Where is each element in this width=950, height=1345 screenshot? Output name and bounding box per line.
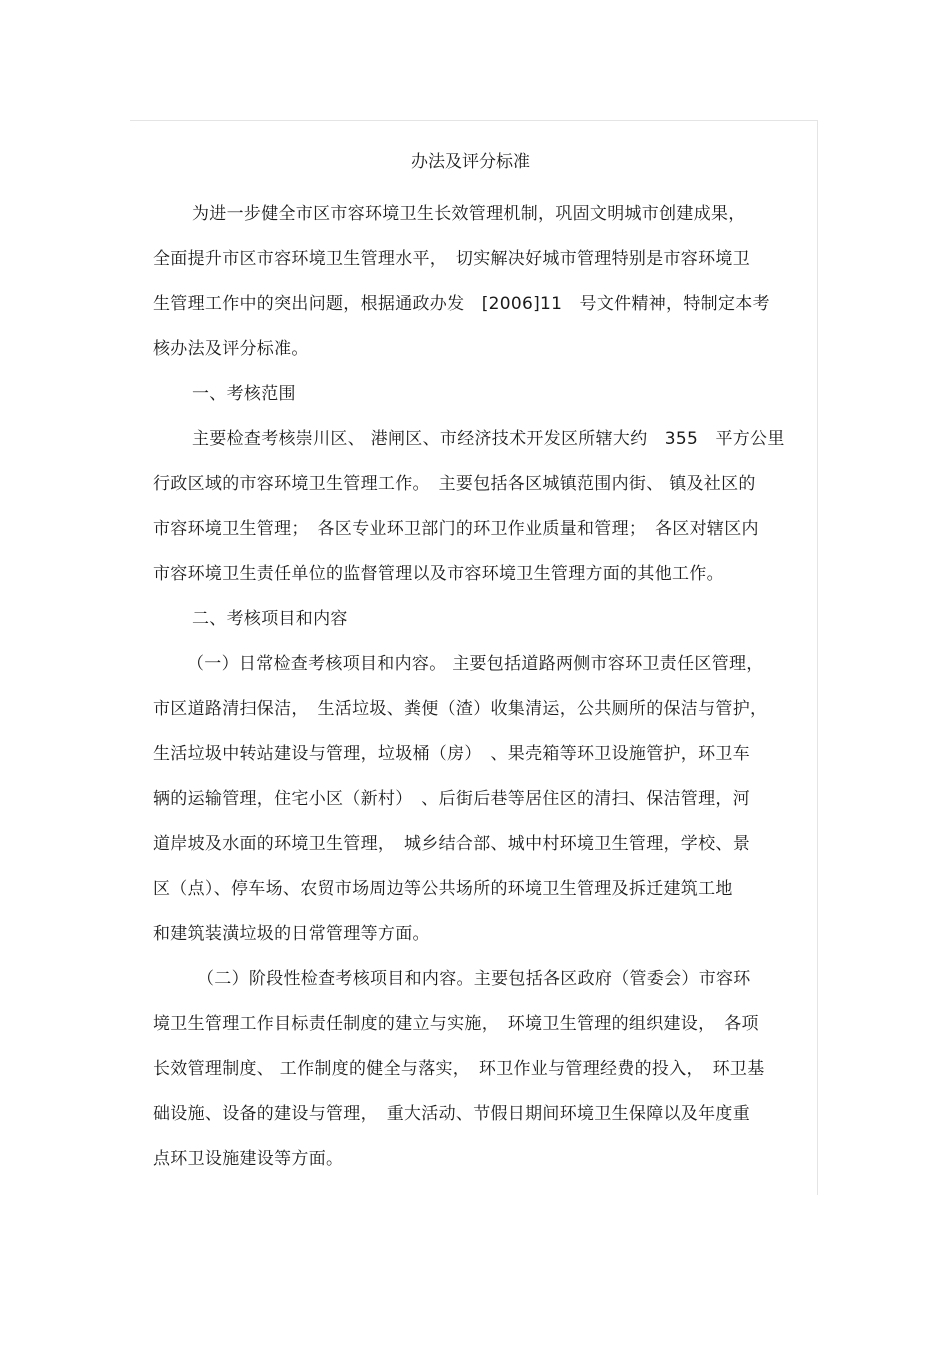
document-body <box>153 148 798 1182</box>
text-line: 市容环境卫生管理； 各区专业环卫部门的环卫作业质量和管理； 各区对辖区内 <box>153 519 759 539</box>
text-line: 和建筑装潢垃圾的日常管理等方面。 <box>153 924 430 944</box>
section-heading-items: 二、考核项目和内容 <box>192 609 348 629</box>
document-title: 办法及评分标准 <box>411 152 530 172</box>
text-line: 市区道路清扫保洁， 生活垃圾、粪便（渣）收集清运，公共厕所的保洁与管护， <box>153 699 768 719</box>
text-line: 生管理工作中的突出问题，根据通政办发 [2006]11 号文件精神，特制定本考 <box>153 294 770 314</box>
paragraph-daily-check <box>153 642 798 957</box>
paragraph-scope <box>153 417 798 597</box>
text-line: 主要检查考核崇川区、 港闸区、市经济技术开发区所辖大约 355 平方公里 <box>192 429 785 449</box>
text-line: 全面提升市区市容环境卫生管理水平， 切实解决好城市管理特别是市容环境卫 <box>153 249 750 269</box>
text-line: 区（点）、停车场、农贸市场周边等公共场所的环境卫生管理及拆迁建筑工地 <box>153 879 733 899</box>
text-line: 核办法及评分标准。 <box>153 339 309 359</box>
text-line: （二）阶段性检查考核项目和内容。主要包括各区政府（管委会）市容环 <box>197 969 751 989</box>
text-line: 辆的运输管理，住宅小区（新村） 、后街后巷等居住区的清扫、保洁管理，河 <box>153 789 750 809</box>
text-line: 行政区域的市容环境卫生管理工作。 主要包括各区城镇范围内街、 镇及社区的 <box>153 474 756 494</box>
paragraph-intro <box>153 192 798 372</box>
text-line: 道岸坡及水面的环境卫生管理， 城乡结合部、城中村环境卫生管理，学校、景 <box>153 834 750 854</box>
text-line: 础设施、设备的建设与管理， 重大活动、节假日期间环境卫生保障以及年度重 <box>153 1104 750 1124</box>
section-heading-scope: 一、考核范围 <box>192 384 296 404</box>
text-line: 生活垃圾中转站建设与管理，垃圾桶（房） 、果壳箱等环卫设施管护，环卫车 <box>153 744 750 764</box>
text-line: （一）日常检查考核项目和内容。 主要包括道路两侧市容环卫责任区管理， <box>187 654 764 674</box>
paragraph-phase-check <box>153 957 798 1182</box>
text-line: 为进一步健全市区市容环境卫生长效管理机制，巩固文明城市创建成果， <box>192 204 746 224</box>
text-line: 境卫生管理工作目标责任制度的建立与实施， 环境卫生管理的组织建设， 各项 <box>153 1014 759 1034</box>
text-line: 点环卫设施建设等方面。 <box>153 1149 344 1169</box>
text-line: 市容环境卫生责任单位的监督管理以及市容环境卫生管理方面的其他工作。 <box>153 564 724 584</box>
text-line: 长效管理制度、 工作制度的健全与落实， 环卫作业与管理经费的投入， 环卫基 <box>153 1059 765 1079</box>
